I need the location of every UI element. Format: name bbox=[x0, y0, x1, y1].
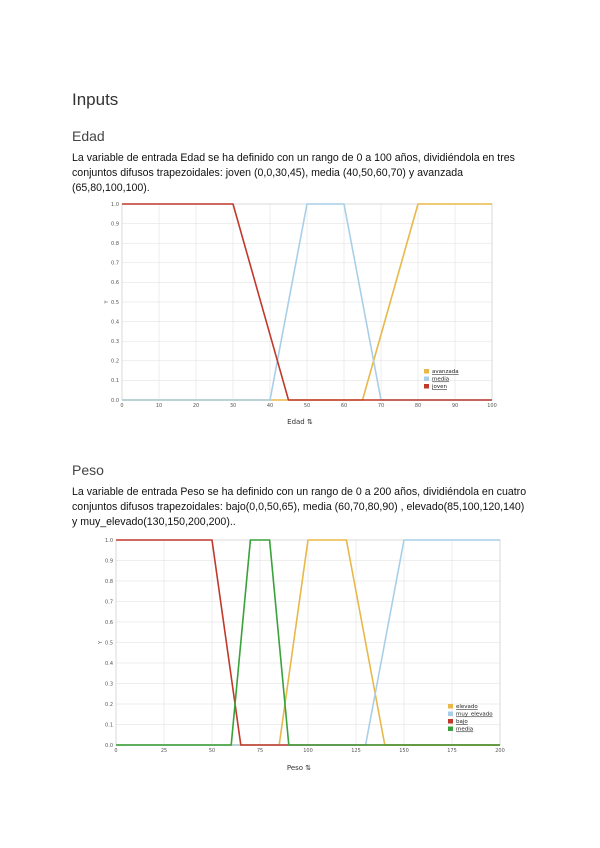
section-title-peso: Peso bbox=[72, 462, 104, 478]
legend-label-joven: joven bbox=[432, 384, 448, 390]
y-tick-label: 0.7 bbox=[111, 260, 119, 267]
y-tick-label: 0.7 bbox=[105, 599, 113, 606]
chart-edad bbox=[100, 198, 498, 428]
legend-swatch-avanzada bbox=[424, 369, 429, 374]
legend-label-avanzada: avanzada bbox=[432, 369, 459, 375]
y-tick-label: 0.6 bbox=[105, 619, 113, 626]
x-tick-label: 75 bbox=[256, 748, 264, 754]
x-tick-label: 0 bbox=[114, 748, 118, 754]
x-tick-label: 0 bbox=[120, 403, 124, 409]
x-tick-label: 90 bbox=[451, 403, 459, 409]
y-tick-label: 0.0 bbox=[111, 397, 119, 404]
legend-swatch-bajo bbox=[448, 719, 453, 724]
y-tick-label: 0.3 bbox=[111, 339, 119, 345]
x-tick-label: 30 bbox=[229, 403, 237, 409]
y-tick-label: 0.9 bbox=[105, 558, 113, 565]
y-axis-label: Y bbox=[104, 300, 110, 304]
legend-swatch-muy_elevado bbox=[448, 712, 453, 717]
page-heading: Inputs bbox=[72, 90, 119, 109]
x-tick-label: 175 bbox=[447, 748, 457, 754]
y-tick-label: 0.3 bbox=[105, 681, 113, 688]
legend-swatch-media bbox=[424, 377, 429, 382]
y-tick-label: 0.2 bbox=[111, 358, 119, 365]
x-tick-label: 20 bbox=[192, 403, 200, 409]
x-tick-label: 200 bbox=[495, 748, 505, 754]
y-tick-label: 0.4 bbox=[105, 660, 113, 667]
x-axis-label: Peso ⇅ bbox=[286, 764, 312, 772]
x-tick-label: 60 bbox=[340, 403, 348, 409]
y-tick-label: 0.4 bbox=[111, 319, 119, 326]
y-tick-label: 1.0 bbox=[105, 537, 113, 544]
legend-swatch-elevado bbox=[448, 704, 453, 709]
x-tick-label: 125 bbox=[351, 748, 361, 754]
y-tick-label: 0.9 bbox=[111, 221, 119, 228]
chart-peso-svg bbox=[92, 532, 506, 774]
y-tick-label: 0.1 bbox=[105, 722, 113, 729]
x-tick-label: 50 bbox=[208, 748, 216, 754]
x-tick-label: 80 bbox=[414, 403, 422, 409]
legend-label-muy_elevado: muy_elevado bbox=[456, 711, 493, 718]
y-axis-label: Y bbox=[98, 640, 104, 645]
y-tick-label: 0.2 bbox=[105, 701, 113, 708]
y-tick-label: 0.8 bbox=[105, 578, 113, 585]
legend-label-elevado: elevado bbox=[456, 704, 478, 710]
x-tick-label: 100 bbox=[487, 403, 497, 409]
legend-label-bajo: bajo bbox=[456, 719, 468, 725]
chart-edad-svg bbox=[100, 198, 498, 428]
legend-label-media: media bbox=[456, 726, 474, 733]
y-tick-label: 0.0 bbox=[105, 742, 113, 749]
x-tick-label: 10 bbox=[155, 403, 163, 409]
x-tick-label: 40 bbox=[266, 403, 274, 409]
chart-peso bbox=[92, 532, 506, 774]
x-tick-label: 150 bbox=[399, 748, 409, 754]
y-tick-label: 0.5 bbox=[111, 299, 119, 306]
y-tick-label: 0.1 bbox=[111, 378, 119, 385]
x-tick-label: 70 bbox=[377, 403, 385, 409]
y-tick-label: 0.8 bbox=[111, 241, 119, 247]
x-tick-label: 100 bbox=[303, 748, 313, 754]
legend-swatch-joven bbox=[424, 384, 429, 389]
section-title-edad: Edad bbox=[72, 128, 105, 144]
y-tick-label: 0.6 bbox=[111, 280, 119, 287]
legend-label-media: media bbox=[432, 376, 450, 383]
y-tick-label: 0.5 bbox=[105, 640, 113, 647]
legend-swatch-media bbox=[448, 727, 453, 732]
x-tick-label: 50 bbox=[303, 403, 311, 409]
x-tick-label: 25 bbox=[160, 748, 168, 754]
y-tick-label: 1.0 bbox=[111, 201, 119, 208]
x-axis-label: Edad ⇅ bbox=[287, 418, 313, 426]
section-description-peso: La variable de entrada Peso se ha definido con un rango de 0 a 200 años, dividiéndola en cuatro conjuntos difusos trapezoidales: bajo(0,0,50,65), media (60,70,80,90) , elevado(85,100,120,140) y muy_elevado(130,150,200,200).. bbox=[72, 486, 527, 528]
section-description-edad: La variable de entrada Edad se ha definido con un rango de 0 a 100 años, dividiéndola en tres conjuntos difusos trapezoidales: joven (0,0,30,45), media (40,50,60,70) y avanzada (65,80,100,100). bbox=[72, 152, 515, 194]
